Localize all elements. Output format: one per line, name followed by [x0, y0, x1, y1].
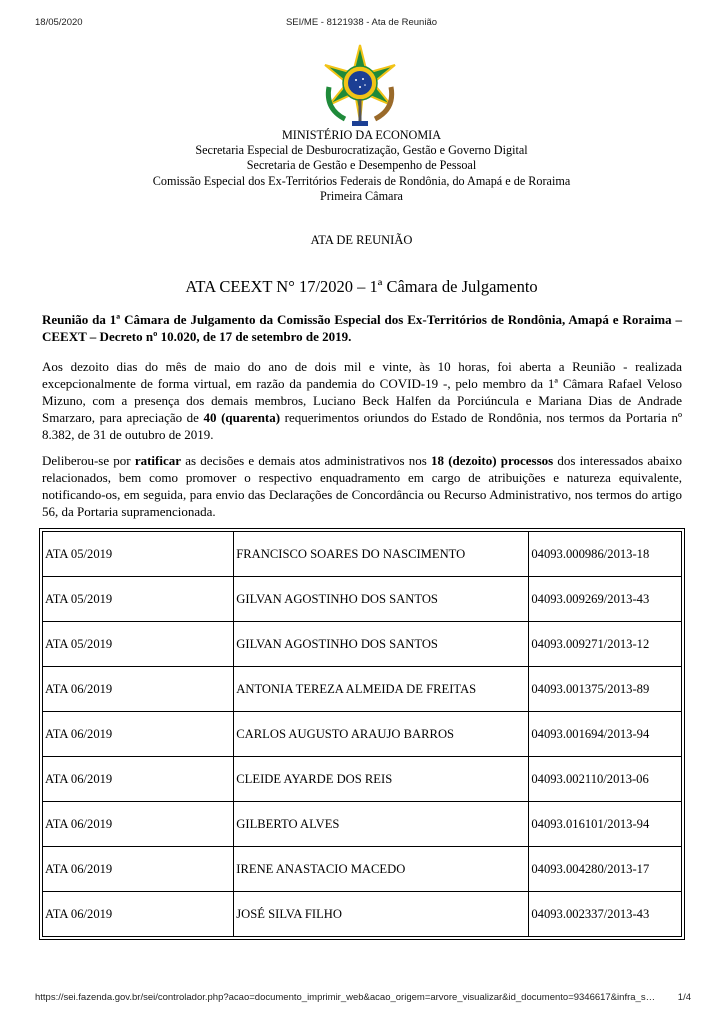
deliberation-text-b: as decisões e demais atos administrativos nos — [181, 453, 432, 468]
opening-paragraph — [42, 358, 682, 443]
ata-cell: ATA 05/2019 — [43, 532, 234, 577]
table-row — [43, 757, 682, 802]
process-number-cell: 04093.001375/2013-89 — [529, 667, 682, 712]
opening-text-b: requerimentos oriundos do Estado de Rondônia, nos termos da Portaria nº 8.382, de 31 de outubro de 2019. — [42, 410, 682, 442]
ata-cell: ATA 06/2019 — [43, 847, 234, 892]
meeting-summary: Reunião da 1ª Câmara de Julgamento da Comissão Especial dos Ex-Territórios de Rondônia, Amapá e Roraima – CEEXT – Decreto nº 10.020, de 17 de setembro de 2019. — [42, 312, 682, 344]
org-line-ministry: MINISTÉRIO DA ECONOMIA — [281, 128, 442, 142]
org-line-secretariat: Secretaria de Gestão e Desempenho de Pessoal — [246, 158, 477, 173]
ata-cell: ATA 06/2019 — [43, 712, 234, 757]
process-table — [42, 531, 682, 937]
name-cell: GILBERTO ALVES — [234, 802, 529, 847]
process-number-cell: 04093.002337/2013-43 — [529, 892, 682, 937]
ata-cell: ATA 06/2019 — [43, 802, 234, 847]
brazil-coat-of-arms-icon — [315, 43, 405, 129]
document-title: ATA CEEXT N° 17/2020 – 1ª Câmara de Julgamento — [185, 277, 538, 296]
process-number-cell: 04093.004280/2013-17 — [529, 847, 682, 892]
table-row — [43, 802, 682, 847]
name-cell: CLEIDE AYARDE DOS REIS — [234, 757, 529, 802]
name-cell: ANTONIA TEREZA ALMEIDA DE FREITAS — [234, 667, 529, 712]
org-line-commission: Comissão Especial dos Ex-Territórios Federais de Rondônia, do Amapá e de Roraima — [152, 173, 571, 188]
page-indicator: 1/4 — [677, 992, 691, 1003]
process-number-cell: 04093.016101/2013-94 — [529, 802, 682, 847]
document-type-label: ATA DE REUNIÃO — [310, 233, 413, 247]
table-row — [43, 712, 682, 757]
process-number-cell: 04093.001694/2013-94 — [529, 712, 682, 757]
print-title: SEI/ME - 8121938 - Ata de Reunião — [285, 17, 438, 28]
ata-cell: ATA 06/2019 — [43, 892, 234, 937]
org-line-chamber: Primeira Câmara — [320, 188, 403, 203]
name-cell: FRANCISCO SOARES DO NASCIMENTO — [234, 532, 529, 577]
table-row — [43, 577, 682, 622]
name-cell: CARLOS AUGUSTO ARAUJO BARROS — [234, 712, 529, 757]
table-row — [43, 622, 682, 667]
process-number-cell: 04093.000986/2013-18 — [529, 532, 682, 577]
ata-cell: ATA 05/2019 — [43, 622, 234, 667]
name-cell: IRENE ANASTACIO MACEDO — [234, 847, 529, 892]
ata-cell: ATA 06/2019 — [43, 757, 234, 802]
table-row — [43, 847, 682, 892]
name-cell: JOSÉ SILVA FILHO — [234, 892, 529, 937]
ata-cell: ATA 06/2019 — [43, 667, 234, 712]
ratify-word: ratificar — [134, 453, 182, 468]
org-line-secretariat-special: Secretaria Especial de Desburocratização, Gestão e Governo Digital — [195, 143, 528, 158]
table-row — [43, 532, 682, 577]
name-cell: GILVAN AGOSTINHO DOS SANTOS — [234, 577, 529, 622]
deliberation-text-c: dos interessados abaixo relacionados, bem como promover o respectivo enquadramento em cargo de atribuições e natureza equivalente, notificando-os, em seguida, para envio das Declarações de Concordância ou Recurso Administrativo, nos termos do artigo 56, da Portaria supramencionada. — [42, 453, 682, 519]
process-number-cell: 04093.009269/2013-43 — [529, 577, 682, 622]
table-row — [43, 892, 682, 937]
process-count: 18 (dezoito) processos — [431, 453, 554, 468]
print-date: 18/05/2020 — [35, 17, 83, 28]
print-url: https://sei.fazenda.gov.br/sei/controlador.php?acao=documento_imprimir_web&acao_origem=arvore_visualizar&id_documento=9346617&infra_s… — [35, 992, 656, 1003]
deliberation-text-a: Deliberou-se por — [42, 453, 135, 468]
table-row — [43, 667, 682, 712]
ata-cell: ATA 05/2019 — [43, 577, 234, 622]
process-number-cell: 04093.009271/2013-12 — [529, 622, 682, 667]
opening-text-a: Aos dezoito dias do mês de maio do ano de dois mil e vinte, às 10 horas, foi aberta a Reunião - realizada excepcionalmente de forma virtual, em razão da pandemia do COVID-19 -, pelo membro da 1ª Câmara Rafael Veloso Mizuno, com a presença dos demais membros, Luciano Beck Halfen da Porciúncula e Mariana Dias de Andrade Smarzaro, para apreciação de — [42, 359, 682, 425]
name-cell: GILVAN AGOSTINHO DOS SANTOS — [234, 622, 529, 667]
deliberation-paragraph — [42, 452, 682, 520]
organization-header — [0, 128, 723, 204]
process-number-cell: 04093.002110/2013-06 — [529, 757, 682, 802]
request-count: 40 (quarenta) — [203, 410, 281, 425]
